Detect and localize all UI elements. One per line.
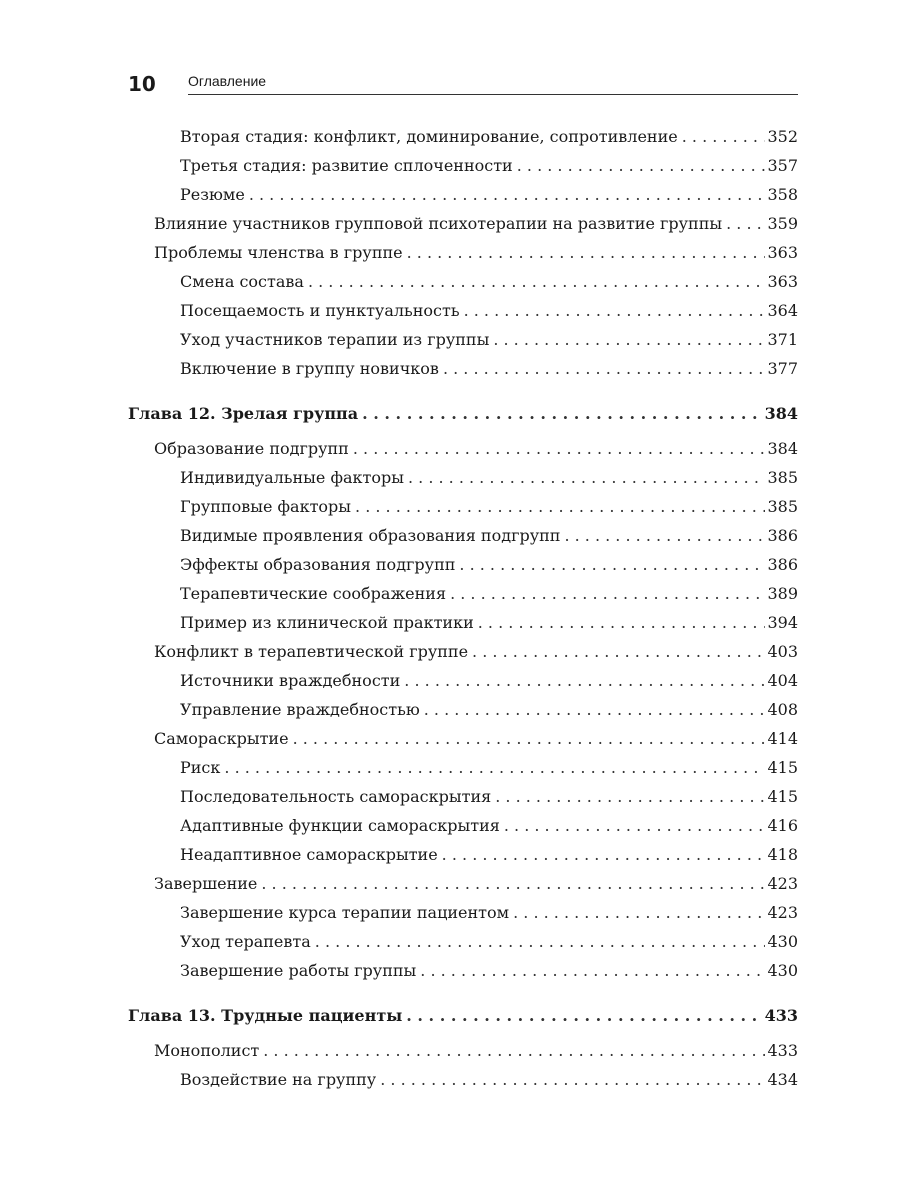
toc-entry-title: Вторая стадия: конфликт, доминирование, сопротивление [180, 127, 678, 146]
toc-leader-dots [464, 300, 766, 322]
toc-entry-page: 418 [767, 845, 798, 864]
toc-entry-page: 430 [767, 932, 798, 951]
toc-leader-dots [408, 467, 765, 489]
toc-entry-page: 352 [767, 127, 798, 146]
toc-entry-title: Риск [180, 758, 221, 777]
toc-entry-title: Самораскрытие [154, 729, 289, 748]
toc-entry-page: 363 [767, 272, 798, 291]
toc-entry-page: 404 [767, 671, 798, 690]
toc-entry-title: Посещаемость и пунктуальность [180, 301, 460, 320]
toc-entry-title: Глава 13. Трудные пациенты [128, 1006, 403, 1025]
toc-entry-title: Неадаптивное самораскрытие [180, 845, 438, 864]
toc-leader-dots [249, 184, 766, 206]
toc-chapter [128, 403, 798, 427]
toc-entry-title: Управление враждебностью [180, 700, 420, 719]
toc-leader-dots [495, 786, 765, 808]
toc-entry-title: Завершение работы группы [180, 961, 417, 980]
toc-entry-title: Образование подгрупп [154, 439, 349, 458]
toc-entry-page: 371 [767, 330, 798, 349]
toc-leader-dots [407, 242, 766, 264]
toc-entry-page: 394 [767, 613, 798, 632]
toc-entry-title: Пример из клинической практики [180, 613, 474, 632]
toc-entry-title: Завершение [154, 874, 258, 893]
toc-leader-dots [682, 126, 766, 148]
toc-entry [128, 554, 798, 578]
toc-entry-page: 385 [767, 497, 798, 516]
toc-entry [128, 155, 798, 179]
toc-entry-page: 385 [767, 468, 798, 487]
toc-leader-dots [308, 271, 766, 293]
toc-entry-title: Источники враждебности [180, 671, 401, 690]
toc-entry [128, 1069, 798, 1093]
toc-entry-page: 433 [764, 1006, 798, 1025]
toc-leader-dots [263, 1040, 765, 1062]
toc-entry [128, 786, 798, 810]
toc-leader-dots [353, 438, 766, 460]
toc-entry-page: 364 [767, 301, 798, 320]
toc-entry-title: Адаптивные функции самораскрытия [180, 816, 500, 835]
toc-entry-page: 384 [767, 439, 798, 458]
toc-entry-title: Уход терапевта [180, 932, 311, 951]
toc-entry [128, 467, 798, 491]
toc-entry-page: 408 [767, 700, 798, 719]
toc-entry-title: Конфликт в терапевтической группе [154, 642, 469, 661]
toc-leader-dots [404, 670, 765, 692]
toc-entry-page: 403 [767, 642, 798, 661]
toc-entry-page: 434 [767, 1070, 798, 1089]
toc-entry-title: Монополист [154, 1041, 260, 1060]
toc-entry [128, 525, 798, 549]
toc-leader-dots [459, 554, 765, 576]
toc-entry-page: 363 [767, 243, 798, 262]
toc-entry-title: Терапевтические соображения [180, 584, 447, 603]
toc-entry-title: Третья стадия: развитие сплоченности [180, 156, 513, 175]
toc-leader-dots [513, 902, 765, 924]
toc-entry [128, 329, 798, 353]
toc-entry-page: 423 [767, 903, 798, 922]
toc-entry-page: 359 [767, 214, 798, 233]
toc-entry-page: 357 [767, 156, 798, 175]
toc-entry-title: Видимые проявления образования подгрупп [180, 526, 561, 545]
toc-entry [128, 126, 798, 150]
toc-entry-page: 358 [767, 185, 798, 204]
toc-entry [128, 641, 798, 665]
toc-entry [128, 438, 798, 462]
toc-entry [128, 815, 798, 839]
toc-entry-title: Индивидуальные факторы [180, 468, 404, 487]
toc-leader-dots [517, 155, 766, 177]
toc-leader-dots [564, 525, 765, 547]
toc-entry [128, 271, 798, 295]
toc-leader-dots [293, 728, 766, 750]
toc-entry-page: 377 [767, 359, 798, 378]
toc-entry [128, 873, 798, 897]
toc-entry [128, 931, 798, 955]
toc-entry-title: Включение в группу новичков [180, 359, 439, 378]
toc-entry-title: Уход участников терапии из группы [180, 330, 490, 349]
toc-entry [128, 844, 798, 868]
toc-entry [128, 728, 798, 752]
toc-leader-dots [315, 931, 766, 953]
toc-entry-page: 415 [767, 758, 798, 777]
toc-entry-title: Резюме [180, 185, 245, 204]
toc-leader-dots [478, 612, 766, 634]
toc-leader-dots [493, 329, 765, 351]
toc-entry [128, 184, 798, 208]
toc-leader-dots [442, 844, 766, 866]
toc-entry [128, 583, 798, 607]
toc-entry-title: Глава 12. Зрелая группа [128, 404, 359, 423]
toc-entry-page: 430 [767, 961, 798, 980]
toc-entry [128, 242, 798, 266]
toc-chapter [128, 1005, 798, 1029]
toc-entry-title: Групповые факторы [180, 497, 352, 516]
toc-entry-title: Эффекты образования подгрупп [180, 555, 456, 574]
toc-entry [128, 757, 798, 781]
toc-leader-dots [362, 403, 762, 425]
toc-entry [128, 670, 798, 694]
toc-entry [128, 612, 798, 636]
toc-leader-dots [380, 1069, 765, 1091]
toc-entry [128, 960, 798, 984]
toc-entry-page: 423 [767, 874, 798, 893]
toc-entry-page: 433 [767, 1041, 798, 1060]
toc-entry-page: 416 [767, 816, 798, 835]
toc-entry [128, 496, 798, 520]
toc-leader-dots [443, 358, 766, 380]
toc-entry [128, 213, 798, 237]
toc-entry-title: Смена состава [180, 272, 304, 291]
running-title: Оглавление [188, 73, 267, 89]
toc-entry [128, 358, 798, 382]
toc-leader-dots [420, 960, 765, 982]
toc-entry [128, 699, 798, 723]
toc-entry-page: 389 [767, 584, 798, 603]
toc-entry-title: Завершение курса терапии пациентом [180, 903, 510, 922]
toc-entry-title: Проблемы членства в группе [154, 243, 403, 262]
toc-leader-dots [450, 583, 765, 605]
toc-leader-dots [472, 641, 765, 663]
toc-entry-page: 384 [764, 404, 798, 423]
toc-entry-page: 415 [767, 787, 798, 806]
toc-leader-dots [726, 213, 765, 235]
toc-entry-page: 414 [767, 729, 798, 748]
toc-leader-dots [406, 1005, 762, 1027]
toc-entry-title: Последовательность самораскрытия [180, 787, 492, 806]
toc-entry-page: 386 [767, 555, 798, 574]
toc-leader-dots [424, 699, 766, 721]
page-header [128, 70, 798, 96]
toc-entry-title: Воздействие на группу [180, 1070, 377, 1089]
toc-entry-title: Влияние участников групповой психотерапии на развитие группы [154, 214, 723, 233]
toc-entry-page: 386 [767, 526, 798, 545]
toc-entry [128, 902, 798, 926]
page-number: 10 [128, 72, 156, 96]
toc-leader-dots [224, 757, 765, 779]
header-rule [188, 94, 798, 95]
toc-leader-dots [261, 873, 765, 895]
toc-entry [128, 300, 798, 324]
toc-entry [128, 1040, 798, 1064]
toc-leader-dots [504, 815, 766, 837]
toc-leader-dots [355, 496, 765, 518]
